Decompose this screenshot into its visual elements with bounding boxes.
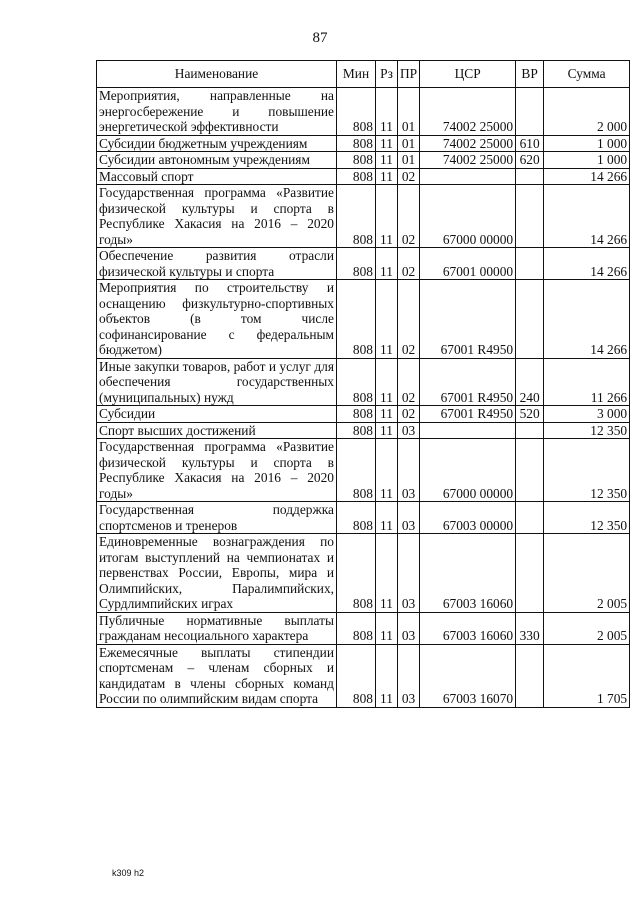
header-pr: ПР [398, 61, 420, 88]
cell-csr [420, 168, 516, 185]
cell-name: Иные закупки товаров, работ и услуг для обеспечения государственных (муниципальных) нужд [97, 358, 337, 406]
cell-rz: 11 [376, 422, 398, 439]
cell-name: Массовый спорт [97, 168, 337, 185]
cell-csr: 67003 16060 [420, 534, 516, 613]
table-row [97, 135, 630, 152]
cell-csr: 74002 25000 [420, 88, 516, 136]
cell-name: Ежемесячные выплаты стипендии спортсменам – членам сборных и кандидатам в члены сборных команд России по олимпийским видам спорта [97, 644, 337, 707]
cell-vr [516, 280, 544, 359]
cell-min: 808 [337, 152, 376, 169]
cell-min: 808 [337, 185, 376, 248]
cell-min: 808 [337, 248, 376, 280]
cell-csr: 67000 00000 [420, 439, 516, 502]
cell-vr [516, 439, 544, 502]
cell-min: 808 [337, 439, 376, 502]
budget-table [96, 60, 630, 708]
header-sum: Сумма [544, 61, 630, 88]
cell-csr: 67000 00000 [420, 185, 516, 248]
cell-min: 808 [337, 612, 376, 644]
cell-pr: 03 [398, 612, 420, 644]
table-row [97, 534, 630, 613]
cell-pr: 01 [398, 152, 420, 169]
cell-csr: 67003 00000 [420, 502, 516, 534]
cell-csr: 67001 R4950 [420, 358, 516, 406]
header-vr: ВР [516, 61, 544, 88]
cell-name: Спорт высших достижений [97, 422, 337, 439]
cell-name: Субсидии бюджетным учреждениям [97, 135, 337, 152]
cell-rz: 11 [376, 135, 398, 152]
cell-min: 808 [337, 358, 376, 406]
cell-csr: 74002 25000 [420, 135, 516, 152]
cell-name: Мероприятия, направленные на энергосбережение и повышение энергетической эффективности [97, 88, 337, 136]
cell-vr [516, 502, 544, 534]
cell-pr: 03 [398, 644, 420, 707]
cell-name: Государственная программа «Развитие физической культуры и спорта в Республике Хакасия на 2016 – 2020 годы» [97, 439, 337, 502]
cell-vr: 240 [516, 358, 544, 406]
cell-vr [516, 422, 544, 439]
cell-name: Государственная программа «Развитие физической культуры и спорта в Республике Хакасия на 2016 – 2020 годы» [97, 185, 337, 248]
cell-min: 808 [337, 135, 376, 152]
table-row [97, 612, 630, 644]
cell-csr: 67003 16060 [420, 612, 516, 644]
cell-vr [516, 168, 544, 185]
table-row [97, 88, 630, 136]
cell-csr [420, 422, 516, 439]
cell-sum: 2 005 [544, 534, 630, 613]
table-row [97, 280, 630, 359]
cell-csr: 67001 00000 [420, 248, 516, 280]
cell-name: Обеспечение развития отрасли физической культуры и спорта [97, 248, 337, 280]
table-row [97, 358, 630, 406]
cell-pr: 02 [398, 168, 420, 185]
cell-min: 808 [337, 644, 376, 707]
cell-vr [516, 88, 544, 136]
cell-pr: 03 [398, 439, 420, 502]
cell-csr: 74002 25000 [420, 152, 516, 169]
cell-sum: 1 000 [544, 152, 630, 169]
cell-min: 808 [337, 406, 376, 423]
cell-rz: 11 [376, 185, 398, 248]
cell-sum: 14 266 [544, 185, 630, 248]
cell-min: 808 [337, 168, 376, 185]
cell-rz: 11 [376, 406, 398, 423]
cell-rz: 11 [376, 248, 398, 280]
cell-sum: 3 000 [544, 406, 630, 423]
cell-pr: 03 [398, 534, 420, 613]
cell-min: 808 [337, 534, 376, 613]
cell-sum: 14 266 [544, 168, 630, 185]
cell-sum: 2 000 [544, 88, 630, 136]
cell-sum: 12 350 [544, 439, 630, 502]
cell-sum: 1 000 [544, 135, 630, 152]
cell-pr: 02 [398, 406, 420, 423]
cell-csr: 67001 R4950 [420, 280, 516, 359]
cell-sum: 2 005 [544, 612, 630, 644]
cell-rz: 11 [376, 612, 398, 644]
header-min: Мин [337, 61, 376, 88]
cell-name: Государственная поддержка спортсменов и тренеров [97, 502, 337, 534]
cell-sum: 14 266 [544, 280, 630, 359]
cell-pr: 01 [398, 135, 420, 152]
cell-vr: 610 [516, 135, 544, 152]
table-row [97, 439, 630, 502]
cell-vr [516, 644, 544, 707]
cell-vr [516, 534, 544, 613]
cell-pr: 03 [398, 502, 420, 534]
cell-rz: 11 [376, 644, 398, 707]
table-row [97, 502, 630, 534]
cell-min: 808 [337, 280, 376, 359]
table-row [97, 406, 630, 423]
cell-min: 808 [337, 422, 376, 439]
cell-pr: 02 [398, 358, 420, 406]
cell-pr: 02 [398, 248, 420, 280]
table-row [97, 644, 630, 707]
cell-rz: 11 [376, 534, 398, 613]
cell-min: 808 [337, 88, 376, 136]
table-row [97, 152, 630, 169]
cell-pr: 02 [398, 185, 420, 248]
cell-name: Мероприятия по строительству и оснащению физкультурно-спортивных объектов (в том числе софинансирование с федеральным бюджетом) [97, 280, 337, 359]
cell-sum: 12 350 [544, 422, 630, 439]
cell-rz: 11 [376, 152, 398, 169]
cell-vr [516, 185, 544, 248]
cell-sum: 11 266 [544, 358, 630, 406]
page-number: 87 [312, 30, 328, 46]
footer-code: k309 h2 [112, 868, 145, 878]
table-row [97, 248, 630, 280]
cell-rz: 11 [376, 502, 398, 534]
header-name: Наименование [97, 61, 337, 88]
table-header-row [97, 61, 630, 88]
cell-min: 808 [337, 502, 376, 534]
cell-sum: 1 705 [544, 644, 630, 707]
cell-pr: 02 [398, 280, 420, 359]
cell-csr: 67001 R4950 [420, 406, 516, 423]
cell-vr [516, 248, 544, 280]
table-row [97, 422, 630, 439]
cell-rz: 11 [376, 88, 398, 136]
cell-name: Публичные нормативные выплаты гражданам несоциального характера [97, 612, 337, 644]
cell-rz: 11 [376, 358, 398, 406]
cell-pr: 01 [398, 88, 420, 136]
cell-vr: 620 [516, 152, 544, 169]
cell-rz: 11 [376, 168, 398, 185]
cell-pr: 03 [398, 422, 420, 439]
cell-vr: 520 [516, 406, 544, 423]
cell-vr: 330 [516, 612, 544, 644]
cell-name: Единовременные вознаграждения по итогам выступлений на чемпионатах и первенствах России, Европы, мира и Олимпийских, Паралимпийских, Сурдлимпийских играх [97, 534, 337, 613]
header-rz: Рз [376, 61, 398, 88]
cell-name: Субсидии автономным учреждениям [97, 152, 337, 169]
cell-rz: 11 [376, 439, 398, 502]
cell-rz: 11 [376, 280, 398, 359]
header-csr: ЦСР [420, 61, 516, 88]
cell-sum: 12 350 [544, 502, 630, 534]
cell-csr: 67003 16070 [420, 644, 516, 707]
table-row [97, 168, 630, 185]
cell-name: Субсидии [97, 406, 337, 423]
cell-sum: 14 266 [544, 248, 630, 280]
table-row [97, 185, 630, 248]
